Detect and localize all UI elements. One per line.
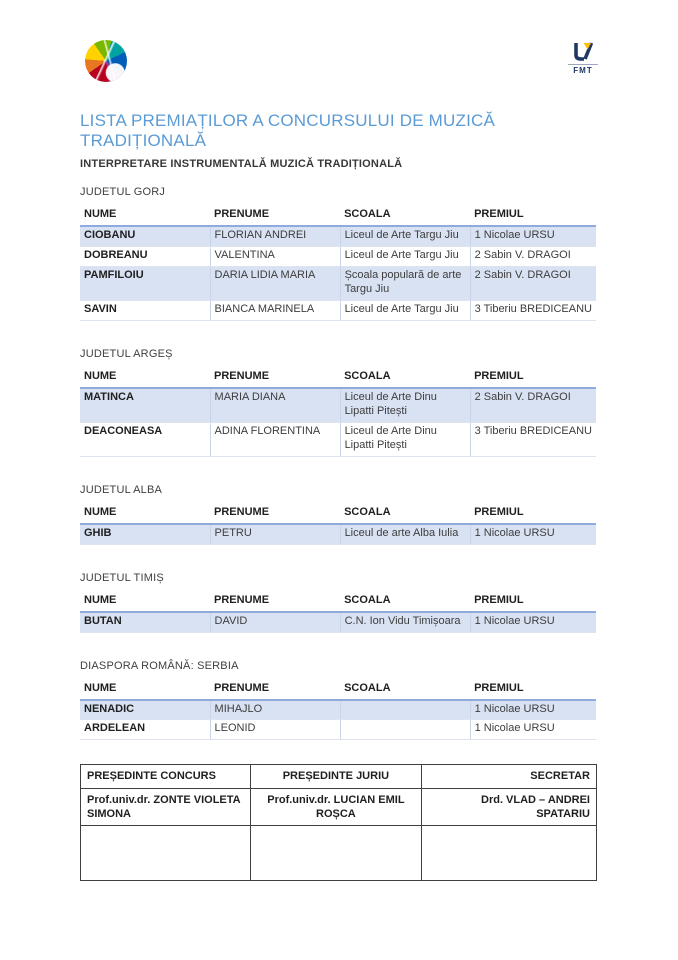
section-heading: DIASPORA ROMÂNĂ: SERBIA	[80, 659, 239, 672]
signature-empty-row	[81, 826, 597, 881]
cell-scoala: Liceul de Arte Targu Jiu	[340, 300, 470, 320]
table-row	[80, 720, 596, 740]
column-header: PREMIUL	[470, 593, 596, 612]
column-header: NUME	[80, 681, 210, 700]
cell-prenume: MARIA DIANA	[210, 388, 340, 422]
column-header: NUME	[80, 593, 210, 612]
cell-scoala: Liceul de Arte Dinu Lipatti Pitești	[340, 422, 470, 456]
signature-name-concurs: Prof.univ.dr. ZONTE VIOLETA SIMONA	[81, 788, 251, 826]
table-head-row	[80, 593, 596, 612]
competition-globe-logo-icon	[85, 40, 127, 82]
table-head-row	[80, 207, 596, 226]
prize-table	[80, 207, 596, 321]
column-header: PRENUME	[210, 681, 340, 700]
signature-name-secretar: Drd. VLAD – ANDREI SPATARIU	[421, 788, 596, 826]
column-header: PREMIUL	[470, 207, 596, 226]
cell-premiul: 1 Nicolae URSU	[470, 700, 596, 720]
column-header: PRENUME	[210, 207, 340, 226]
prize-section	[80, 572, 600, 633]
cell-prenume: PETRU	[210, 524, 340, 544]
cell-prenume: VALENTINA	[210, 246, 340, 266]
cell-nume: SAVIN	[80, 300, 210, 320]
table-head-row	[80, 369, 596, 388]
prize-table	[80, 505, 596, 545]
table-head-row	[80, 681, 596, 700]
column-header: PRENUME	[210, 369, 340, 388]
table-head-row	[80, 505, 596, 524]
table-row	[80, 388, 596, 422]
cell-prenume: LEONID	[210, 720, 340, 740]
cell-nume: GHIB	[80, 524, 210, 544]
cell-nume: ARDELEAN	[80, 720, 210, 740]
cell-nume: MATINCA	[80, 388, 210, 422]
signature-header-row	[81, 765, 597, 788]
column-header: PRENUME	[210, 505, 340, 524]
cell-prenume: DAVID	[210, 612, 340, 632]
column-header: PREMIUL	[470, 681, 596, 700]
cell-scoala: Liceul de arte Alba Iulia	[340, 524, 470, 544]
column-header: NUME	[80, 505, 210, 524]
signature-name-juriu: Prof.univ.dr. LUCIAN EMIL ROȘCA	[251, 788, 421, 826]
table-row	[80, 246, 596, 266]
prize-table	[80, 369, 596, 457]
cell-scoala: Liceul de Arte Targu Jiu	[340, 226, 470, 246]
prize-table	[80, 593, 596, 633]
cell-premiul: 2 Sabin V. DRAGOI	[470, 388, 596, 422]
table-row	[80, 700, 596, 720]
cell-premiul: 1 Nicolae URSU	[470, 720, 596, 740]
table-row	[80, 300, 596, 320]
section-heading: JUDETUL ALBA	[80, 483, 163, 496]
table-row	[80, 422, 596, 456]
cell-scoala: Școala populară de arte Targu Jiu	[340, 266, 470, 300]
signature-table	[80, 764, 597, 881]
cell-prenume: DARIA LIDIA MARIA	[210, 266, 340, 300]
signature-header-juriu: PREȘEDINTE JURIU	[251, 765, 421, 788]
prize-table	[80, 681, 596, 741]
cell-premiul: 2 Sabin V. DRAGOI	[470, 246, 596, 266]
cell-premiul: 1 Nicolae URSU	[470, 226, 596, 246]
column-header: SCOALA	[340, 681, 470, 700]
cell-nume: CIOBANU	[80, 226, 210, 246]
cell-scoala: C.N. Ion Vidu Timișoara	[340, 612, 470, 632]
page-subtitle: INTERPRETARE INSTRUMENTALĂ MUZICĂ TRADIȚIONALĂ	[80, 158, 403, 170]
cell-premiul: 1 Nicolae URSU	[470, 612, 596, 632]
column-header: NUME	[80, 207, 210, 226]
cell-scoala: Liceul de Arte Targu Jiu	[340, 246, 470, 266]
cell-nume: NENADIC	[80, 700, 210, 720]
cell-prenume: MIHAJLO	[210, 700, 340, 720]
column-header: SCOALA	[340, 369, 470, 388]
fmt-monogram-icon	[570, 42, 596, 62]
table-row	[80, 266, 596, 300]
cell-nume: PAMFILOIU	[80, 266, 210, 300]
column-header: SCOALA	[340, 593, 470, 612]
signature-header-concurs: PREȘEDINTE CONCURS	[81, 765, 251, 788]
column-header: SCOALA	[340, 505, 470, 524]
cell-premiul: 3 Tiberiu BREDICEANU	[470, 300, 596, 320]
column-header: SCOALA	[340, 207, 470, 226]
cell-nume: DEACONEASA	[80, 422, 210, 456]
signature-space-juriu	[251, 826, 421, 881]
section-heading: JUDETUL TIMIȘ	[80, 571, 164, 584]
cell-nume: DOBREANU	[80, 246, 210, 266]
document-header	[80, 38, 600, 98]
prize-section	[80, 186, 600, 321]
cell-premiul: 3 Tiberiu BREDICEANU	[470, 422, 596, 456]
prize-section	[80, 348, 600, 457]
table-row	[80, 524, 596, 544]
column-header: PREMIUL	[470, 505, 596, 524]
prize-section	[80, 484, 600, 545]
column-header: PRENUME	[210, 593, 340, 612]
signature-space-concurs	[81, 826, 251, 881]
fmt-logo-label: FMT	[573, 66, 593, 75]
column-header: NUME	[80, 369, 210, 388]
cell-prenume: ADINA FLORENTINA	[210, 422, 340, 456]
page-title: LISTA PREMIAȚILOR A CONCURSULUI DE MUZICĂ TRADIȚIONALĂ	[80, 111, 496, 150]
cell-premiul: 1 Nicolae URSU	[470, 524, 596, 544]
prize-section	[80, 660, 600, 741]
fmt-logo	[568, 42, 598, 75]
cell-scoala	[340, 700, 470, 720]
cell-scoala	[340, 720, 470, 740]
cell-premiul: 2 Sabin V. DRAGOI	[470, 266, 596, 300]
signature-names-row	[81, 788, 597, 826]
cell-scoala: Liceul de Arte Dinu Lipatti Pitești	[340, 388, 470, 422]
column-header: PREMIUL	[470, 369, 596, 388]
sections	[80, 186, 600, 740]
cell-prenume: BIANCA MARINELA	[210, 300, 340, 320]
signature-space-secretar	[421, 826, 596, 881]
cell-nume: BUTAN	[80, 612, 210, 632]
table-row	[80, 226, 596, 246]
fmt-logo-divider	[568, 64, 598, 65]
table-row	[80, 612, 596, 632]
signature-header-secretar: SECRETAR	[421, 765, 596, 788]
section-heading: JUDETUL GORJ	[80, 186, 166, 198]
cell-prenume: FLORIAN ANDREI	[210, 226, 340, 246]
section-heading: JUDETUL ARGEȘ	[80, 347, 173, 360]
